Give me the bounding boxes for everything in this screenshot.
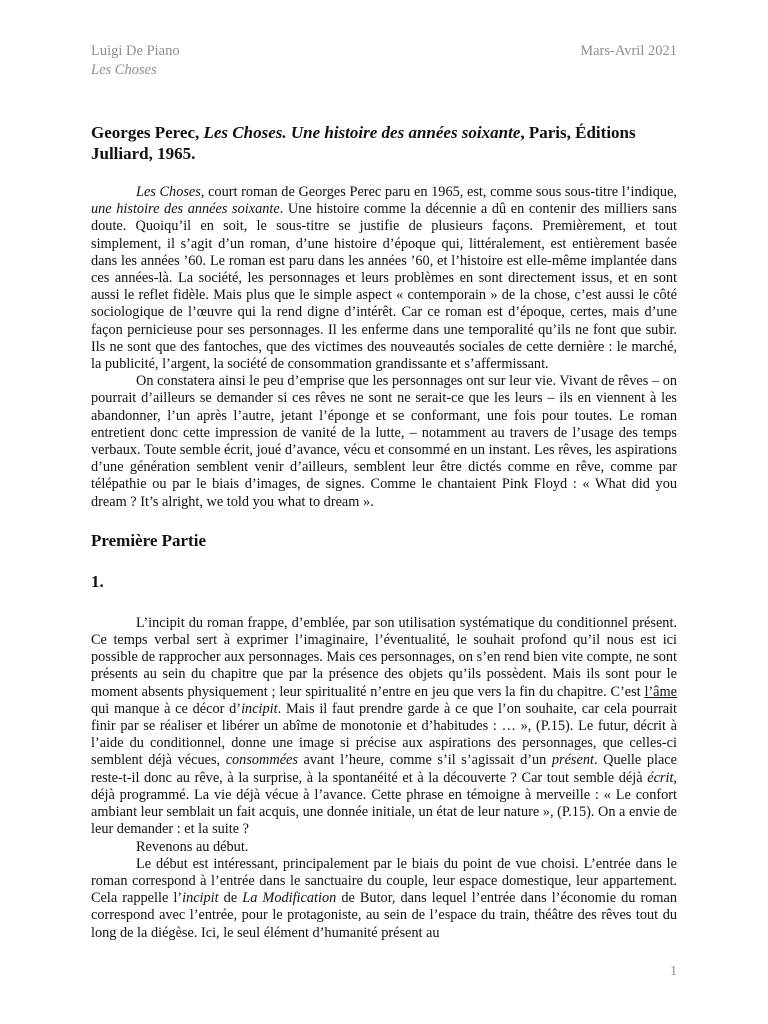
italic-text: Les Choses [136, 184, 201, 200]
italic-text: La Modification [242, 890, 337, 907]
document-title [91, 122, 677, 164]
text-run: L’incipit du roman frappe, d’emblée, par son utilisation systématique du conditionnel présent. Ce temps verbal sert à exprimer l’imaginaire, l’éventualité, le souhait profond qu’il nous est ici possible de rapprocher aux personnages. Mais ces personnages, on s’en rend bien vite compte, ne sont présents au sein du chapitre que par la présence des objets qu’ils possèdent. Mais ils sont pour le moment absents physiquement ; leur spiritualité n’entre en jeu que vers la fin du chapitre. C’est [91, 614, 677, 700]
italic-text: présent [551, 752, 594, 769]
text-run: . Quelle place reste-t-il donc au rêve, à la surprise, à la spontanéité et à la découverte ? Car tout semble déjà [91, 752, 677, 786]
header-left [91, 42, 180, 80]
chapter-paragraph-1 [91, 615, 677, 839]
italic-text: une histoire des années soixante [91, 201, 280, 218]
text-run: de [218, 890, 243, 907]
italic-text: incipit [182, 890, 219, 907]
text-run: qui manque à ce décor d’ [91, 700, 242, 717]
chapter-heading: 1. [91, 571, 104, 591]
underlined-text: l’âme [644, 683, 677, 700]
page-number: 1 [670, 964, 677, 979]
text-run: , court roman de Georges Perec paru en 1965, est, comme sous sous-titre l’indique, [200, 184, 677, 200]
chapter-paragraph-2: Revenons au début. [136, 838, 249, 855]
title-work: Les Choses. Une histoire des années soixante [203, 123, 521, 142]
italic-text: consommées [225, 752, 298, 769]
running-header [91, 42, 677, 80]
intro-paragraph-2: On constatera ainsi le peu d’emprise que les personnages ont sur leur vie. Vivant de rêves – on pourrait d’ailleurs se demander si ces rêves ne sont ne serait-ce que les leurs – ils en viennent à les abandonner, l’un après l’autre, jetant l’éponge et se conformant, une fois pour toutes. Le roman entretient donc cette impression de vanité de la lutte, – notamment au travers de l’usage des temps verbaux. Toute semble écrit, joué d’avance, vécu et consommé en un instant. Les rêves, les aspirations d’une génération semblent venir d’ailleurs, semblent leur être dictés comme en rêve, comme par télépathie ou par le biais d’images, de signes. Comme le chantaient Pink Floyd : « What did you dream ? It’s alright, we told you what to dream ». [91, 373, 677, 510]
part-heading: Première Partie [91, 530, 206, 550]
chapter-paragraph-3 [91, 856, 677, 942]
header-subject: Les Choses [91, 62, 157, 78]
header-author: Luigi De Piano [91, 43, 180, 59]
document-body [91, 184, 677, 942]
text-run: . Mais il faut prendre garde à ce que l’on souhaite, car cela pourrait finir par se réaliser et libérer un abîme de monotonie et d’habitudes : … », (P.15). Le futur, décrit à l’aide du conditionnel, donne une image si précise aux aspirations des personnages, que celles-ci semblent déjà vécues, [91, 700, 678, 769]
text-run: Le début est intéressant, principalement par le biais du point de vue choisi. L’entrée dans le roman correspond à l’entrée dans le sanctuaire du couple, leur espace domestique, leur appartement. Cela rappelle l’ [91, 855, 677, 907]
text-run: . Une histoire comme la décennie a dû en contenir des milliers sans doute. Quoiqu’il en soit, le sous-titre se justifie de plusieurs façons. Premièrement, et tout simplement, il s’agit d’un roman, d’une histoire d’époque qui, littéralement, est entièrement basée dans les années ’60. Le roman est paru dans les années ’60, et l’histoire est elle-même implantée dans ces années-là. La société, les personnages et leurs problèmes en sont directement issus, et en sont aussi le reflet fidèle. Mais plus que le simple aspect « contemporain » de la chose, c’est aussi le côté sociologique de l’œuvre qui la rend digne d’intérêt. Car ce roman est d’époque, certes, mais d’une façon pernicieuse pour ses personnages. Il les enferme dans une temporalité qu’ils ne font que subir. Ils ne sont que des fantoches, que des victimes des nouveautés sociales de cette dernière : le marché, la publicité, l’argent, la société de consommation grandissante et s’affermissant. [91, 201, 677, 373]
title-author: Georges Perec, [91, 123, 204, 142]
intro-paragraph-1 [91, 184, 677, 373]
text-run: avant l’heure, comme s’il s’agissait d’un [297, 752, 552, 769]
title-publication: , Paris, Éditions Julliard, 1965. [91, 123, 636, 163]
header-date: Mars-Avril 2021 [580, 43, 677, 59]
italic-text: incipit [241, 700, 278, 717]
spacer [91, 592, 677, 615]
text-run: de Butor, dans lequel l’entrée dans l’économie du roman correspond avec l’entrée, pour le protagoniste, au sein de l’espace du train, théâtre des rêves tout du long de la diégèse. Ici, le seul élément d’humanité présent au [91, 890, 677, 941]
italic-text: écrit [647, 769, 674, 786]
text-run: , déjà programmé. La vie déjà vécue à l’avance. Cette phrase en témoigne à merveille : « Le confort ambiant leur semblait un fait acquis, une donnée initiale, un état de leur nature », (P.15). On a envie de leur demander : et la suite ? [91, 769, 677, 838]
